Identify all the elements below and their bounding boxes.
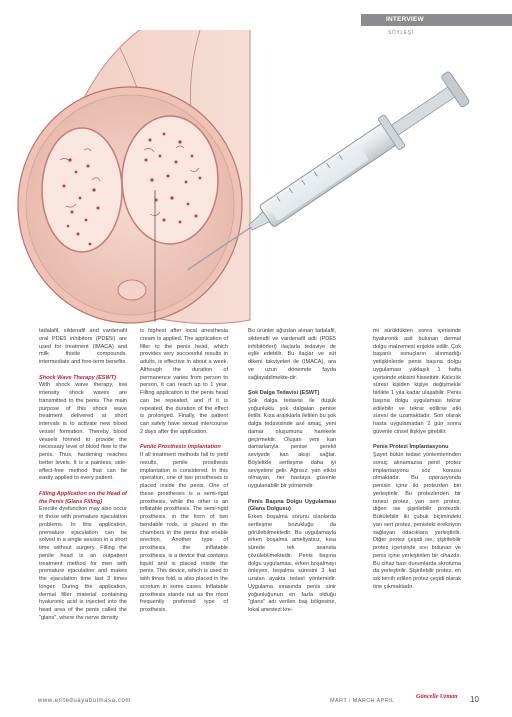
paragraph: is highest after local anesthesia cream is applied. The application of filler to the penis head, which provides very successful results in adults, is effective in about a week. Although the duration of permanence varies from person to person, it can reach up to 1 year. Filling application to the penis head can be repeated, and if it is repeated, the duration of the effect is prolonged. Finally, the patient can safely have sexual intercourse 2 days after the application.	[140, 328, 228, 435]
section-tab: INTERVIEW	[361, 14, 512, 26]
subheading-tr: Penis Protezi İmplantasyonu	[373, 444, 449, 451]
paragraph: tadalafil, sildenafil and vardenafil oral PDE5 inhibitors (PDE5i) are used for treatment (IMACA) and milk thistle compounds. intermediate and fore-term benefits.	[39, 328, 127, 365]
text-column-4	[373, 328, 461, 592]
subheading-en: Penile Prosthesis Implantation	[140, 444, 221, 451]
subheading-en: Filling Application on the Head of the Penis (Glans Filling)	[39, 490, 127, 505]
paragraph: Erectile dysfunction may also occur in those with premature ejaculation problems. In this application, premature ejaculation can be solved in a single session in a short time without surgery. Filling the penile head is an outpatient treatment method for men with premature ejaculation and makes the ejaculation time last 3 times longer. During the application, dermal filler material containing hyaluronic acid is injected into the head area of the penis called the "glans", where the nerve density	[39, 506, 127, 621]
magazine-logo: Güncelle Uzman	[416, 694, 458, 700]
text-column-1	[39, 328, 127, 623]
subheading-tr: Şok Dalga Tedavisi (ESWT)	[248, 390, 320, 397]
paragraph: Şok dalga tedavisi ile düşük yoğunluklu şok dalgaları penise iletilir. Kısa aralıklarla iletilen bu şok dalga tedavisinde asıl amaç, yeni damar oluşumunu harekete geçirmektir. Oluşan yeni kan damarlarıyla penise gerekli seviyede kan akışı sağlar. Böylelikle sertleşme daha iyi seviyelere gelir. Ağrısız, yan etkisi olmayan, her hastaya güvenle uygulanabilir bir yöntemdir.	[248, 397, 336, 490]
section-subtitle: SÖYLEŞİ	[388, 30, 414, 36]
subheading-en: Shock Wave Therapy (ESWT)	[39, 374, 116, 381]
text-column-3	[248, 328, 336, 615]
subheading-tr: Penis Başına Dolgu Uygulaması (Glans Dolgusu)	[248, 498, 336, 513]
text-column-2	[140, 328, 228, 615]
paragraph: mi sürüldükten sonra içerisinde hyaluronik asit bulunan dermal dolgu malzemesi enjekte edilir. Çok başarılı sonuçların alınmadığı yetişkinlerde penis başına dolgu uygulaması yaklaşık 1 hafta içerisinde etkisini hissettirir. Kalıcılık süresi kişiden kişiye değişmekle birlikte 1 yıla kadar ulaşabilir. Penis başına dolgu uygulaması tekrar edilebilir ve tekrar edilirse etki süresi de uzamaktadır. Son olarak hasta uygulamadan 2 gün sonra güvenle cinsel ilişkiye girebilir.	[373, 328, 461, 435]
paragraph: Bu ürünler ağızdan alınan tadalafil, sildenafil ve vardenafil adlı (PDE5 inhibitörleri) ilaçlarla tedaviye de eşlik edebilir. Bu ilaçlar ve süt dikeni takviyeleri ile (IMACA), ara ve uzun dönemde fayda sağlayabilmekte-dir.	[248, 328, 336, 381]
footer-date: MART / MARCH APRIL	[330, 698, 395, 704]
paragraph: If all treatment methods fail to yield results, penile prosthesis implantation is considered. In this operation, one of two prostheses is placed inside the penis. One of these prostheses is a semi-rigid prosthesis, while the other is an inflatable prosthesis. The semi-rigid prosthesis, in the form of two bendable rods, is placed in the chambers in the penis that enable erection. Another type of prosthesis, the inflatable prosthesis, is a device that contains liquid and is placed inside the penis. This device, which is used to with three fold, is also placed in the scrotum in some cases. Inflatable prosthesis stands out as the most frequently preferred type of prosthesis.	[140, 452, 228, 614]
paragraph: Erken boşalma sorunu olanlarda sertleşme bozukluğu da görülebilmektedir. Bu uygulamayla erken boşalma ameliyatsız, kısa sürede tek seansta çözülebilmektedir. Penis başına dolgu uygulaması, erken boşalmayı önleyen, boşalma süresini 3 kat uzatan ayakta tedavi yöntemidir. Uygulama sırasında penis sinir yoğunluğunun en fazla olduğu "glans" adı verilen baş bölgesine, lokal anestezi kre-	[248, 514, 336, 614]
page-number: 10	[470, 695, 479, 704]
paragraph: Şayet bütün tedavi yöntemlerinden sonuç alınamazsa penil protez implantasyonu söz konusu olmaktadır. Bu operasyonda penisin içine iki protezden biri yerleştirilir. Bu protezlerden bir tanesi protez, yarı sert protez, diğeri ise şişirilebilir protezdir. Bükülebilir iki çubuk biçimindeki yarı sert protez, penisteki ereksiyon sağlayan odacıklara yerleştirilir. Diğer protez çeşidi ise, şişirilebilir protez içerisinde sıvı bulunan ve penis içine yerleştirilen bir cihazdır. Bu cihaz bazı durumlarda skrotuma da yerleştirilir. Şişirilebilir protez, en sık tercih edilen protez çeşidi olarak öne çıkmaktadır.	[373, 452, 461, 590]
cross-section	[18, 87, 242, 323]
paragraph: With shock wave therapy, low intensity shock waves are transmitted to the penis. The main purpose of this shock wave treatment delivered at short intervals is to activate new blood vessel formation. Thereby blood vessels formed to provide the necessary level of blood flow to the penis. Thus, hardening reaches better levels. It is a painless, side-effect-free method that can be easily applied to every patient.	[39, 382, 127, 482]
medical-illustration	[0, 30, 512, 335]
footer-url: www.eriteduayabulmasa.com	[38, 698, 132, 704]
